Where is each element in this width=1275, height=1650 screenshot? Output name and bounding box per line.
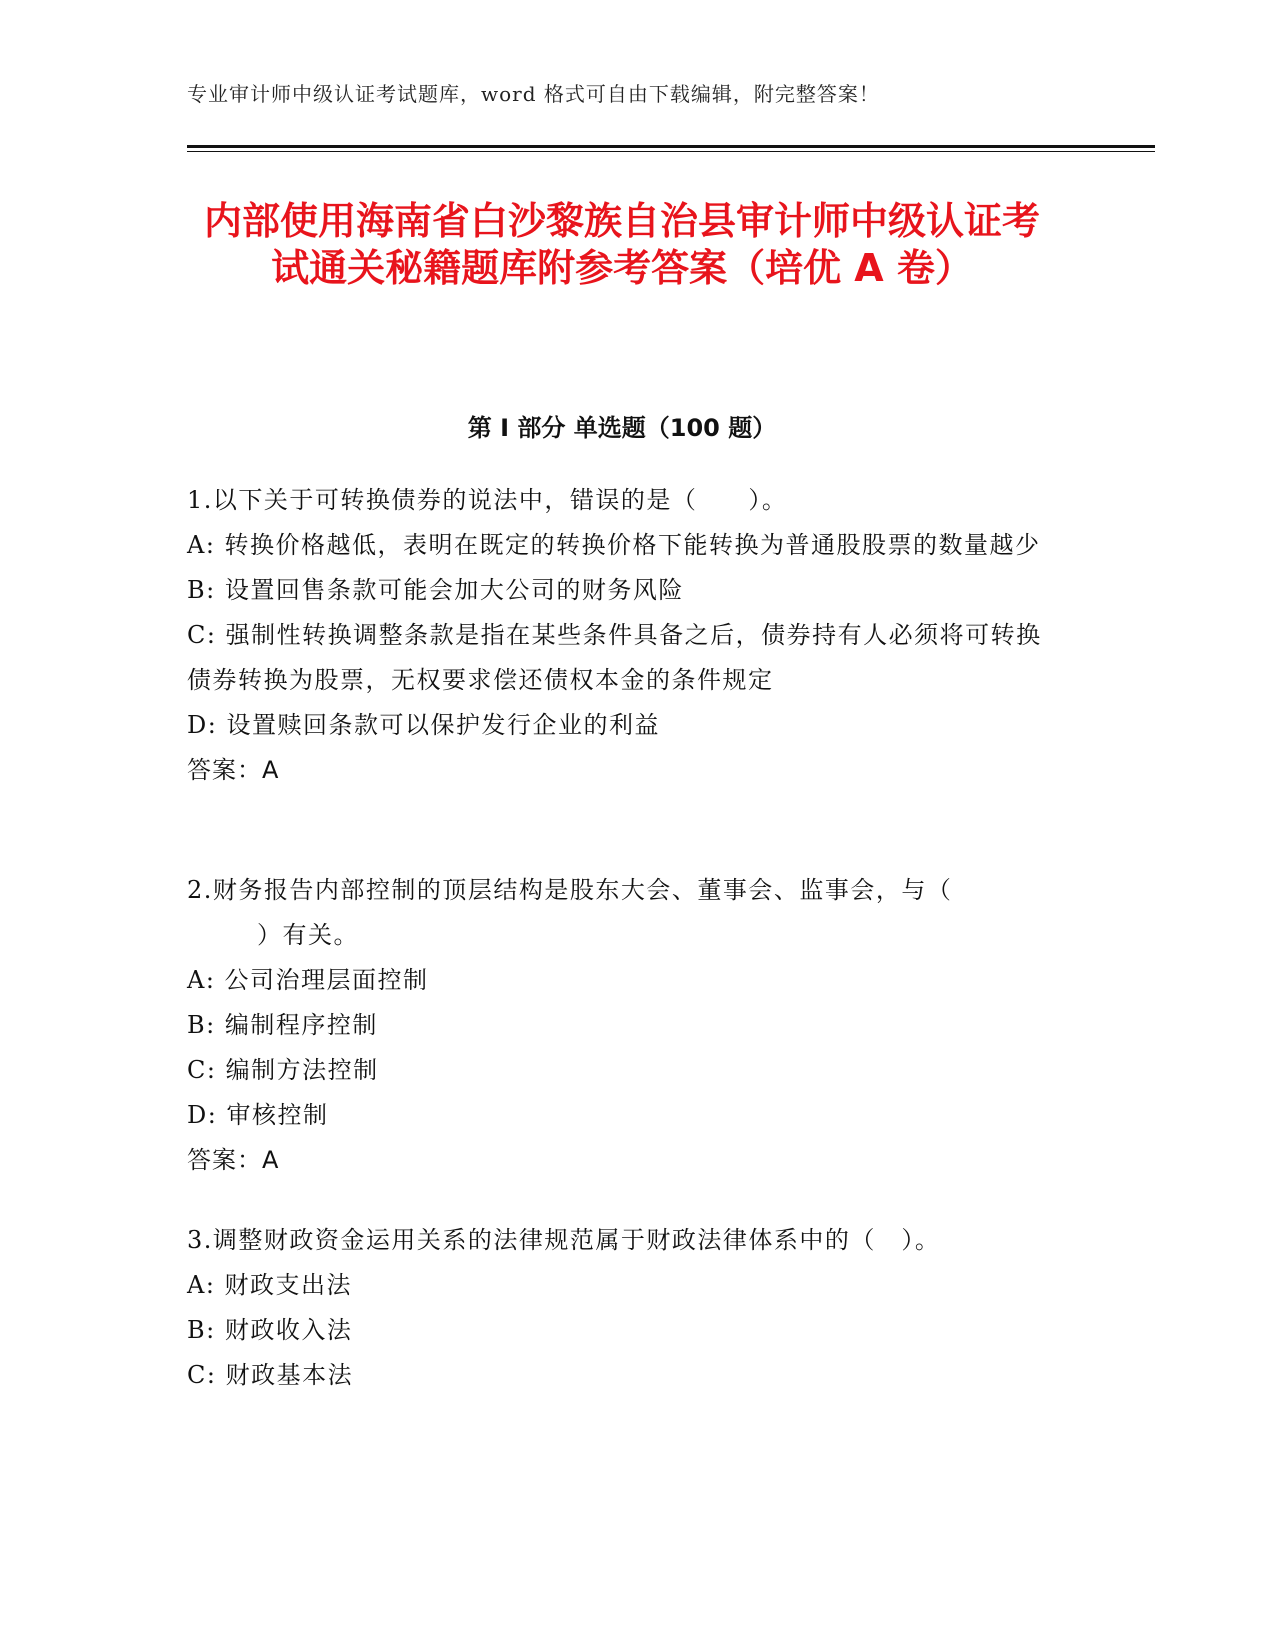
option-a: A: 财政支出法 <box>187 1271 353 1299</box>
option-c: C: 财政基本法 <box>187 1361 354 1389</box>
question-stem: 1.以下关于可转换债券的说法中，错误的是（ ）。 <box>187 486 788 514</box>
option-b: B: 编制程序控制 <box>187 1011 378 1039</box>
section-title: 第 I 部分 单选题（100 题） <box>467 414 777 442</box>
document-title: 内部使用海南省白沙黎族自治县审计师中级认证考试通关秘籍题库附参考答案（培优 A 卷） <box>203 199 1040 290</box>
header-rule-thin <box>187 151 1155 152</box>
question-1 <box>187 478 1067 793</box>
question-stem: 3.调整财政资金运用关系的法律规范属于财政法律体系中的（ ）。 <box>187 1226 941 1254</box>
header-rule-thick <box>187 145 1155 148</box>
option-c: C: 编制方法控制 <box>187 1056 379 1084</box>
option-b: B: 财政收入法 <box>187 1316 353 1344</box>
question-stem-continuation: ）有关。 <box>257 921 359 949</box>
option-a: A: 公司治理层面控制 <box>187 966 429 994</box>
option-a: A: 转换价格越低，表明在既定的转换价格下能转换为普通股股票的数量越少 <box>187 531 1041 559</box>
question-2 <box>187 868 1067 1183</box>
option-b: B: 设置回售条款可能会加大公司的财务风险 <box>187 576 684 604</box>
header-note: 专业审计师中级认证考试题库，word 格式可自由下载编辑，附完整答案！ <box>187 82 880 106</box>
answer: 答案：A <box>187 1146 280 1174</box>
option-c: C: 强制性转换调整条款是指在某些条件具备之后，债券持有人必须将可转换债券转换为股票，无权要求偿还债权本金的条件规定 <box>187 621 1042 694</box>
answer: 答案：A <box>187 756 280 784</box>
option-d: D: 设置赎回条款可以保护发行企业的利益 <box>187 711 660 739</box>
option-d: D: 审核控制 <box>187 1101 329 1129</box>
question-3 <box>187 1218 1067 1398</box>
question-stem: 2.财务报告内部控制的顶层结构是股东大会、董事会、监事会，与（ <box>187 876 953 904</box>
